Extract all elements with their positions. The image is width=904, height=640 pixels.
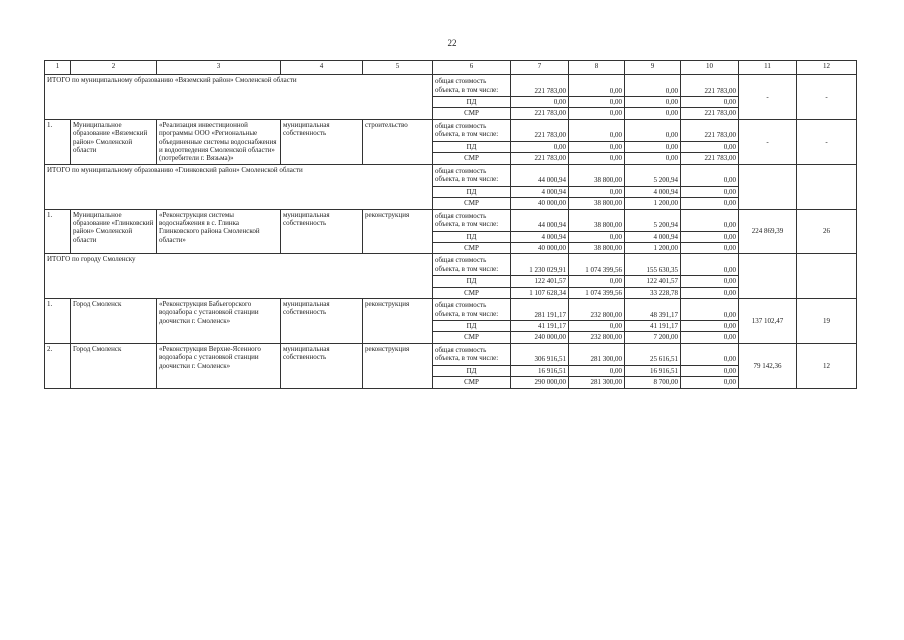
col12-cell: - — [797, 75, 857, 120]
amount-cell: 0,00 — [625, 75, 681, 97]
amount-cell: 4 000,94 — [625, 231, 681, 242]
cost-row-label: ПД — [433, 276, 511, 287]
amount-cell: 5 200,94 — [625, 164, 681, 186]
amount-cell: 38 800,00 — [569, 209, 625, 231]
amount-cell: 0,00 — [569, 141, 625, 152]
cost-row-label: ПД — [433, 321, 511, 332]
cost-row-label: ПД — [433, 97, 511, 108]
amount-cell: 16 916,51 — [511, 365, 569, 376]
cost-row-label: ПД — [433, 231, 511, 242]
amount-cell: 38 800,00 — [569, 164, 625, 186]
col11-cell — [739, 164, 797, 209]
amount-cell: 0,00 — [569, 75, 625, 97]
cost-row-label: ПД — [433, 365, 511, 376]
amount-cell: 1 200,00 — [625, 242, 681, 253]
amount-cell: 4 000,94 — [625, 186, 681, 197]
col12-cell — [797, 164, 857, 209]
col11-cell: - — [739, 75, 797, 120]
amount-cell: 0,00 — [569, 186, 625, 197]
ownership-form: муниципальная собственность — [281, 209, 363, 254]
amount-cell: 306 916,51 — [511, 343, 569, 365]
object-name: «Реконструкция Верхне-Ясенного водозабора с установкой станции доочистки г. Смоленск» — [157, 343, 281, 388]
group-total-title: ИТОГО по муниципальному образованию «Глинковский район» Смоленской области — [45, 164, 433, 209]
cost-row-label: общая стоимость объекта, в том числе: — [433, 254, 511, 276]
column-header-cell: 5 — [363, 61, 433, 75]
amount-cell: 221 783,00 — [511, 119, 569, 141]
amount-cell: 0,00 — [569, 321, 625, 332]
amount-cell: 44 000,94 — [511, 164, 569, 186]
work-type: реконструкция — [363, 343, 433, 388]
amount-cell: 155 630,35 — [625, 254, 681, 276]
amount-cell: 16 916,51 — [625, 365, 681, 376]
amount-cell: 0,00 — [681, 198, 739, 209]
amount-cell: 0,00 — [681, 254, 739, 276]
amount-cell: 0,00 — [681, 343, 739, 365]
group-total-title: ИТОГО по городу Смоленску — [45, 254, 433, 299]
group-total-row — [45, 164, 857, 186]
municipal-entity: Муниципальное образование «Глинковский район» Смоленской области — [71, 209, 157, 254]
object-row — [45, 299, 857, 321]
column-header-cell: 2 — [71, 61, 157, 75]
work-type: реконструкция — [363, 209, 433, 254]
amount-cell: 40 000,00 — [511, 242, 569, 253]
object-row — [45, 209, 857, 231]
group-total-row — [45, 75, 857, 97]
amount-cell: 41 191,17 — [511, 321, 569, 332]
amount-cell: 5 200,94 — [625, 209, 681, 231]
amount-cell: 48 391,17 — [625, 299, 681, 321]
amount-cell: 7 200,00 — [625, 332, 681, 343]
amount-cell: 0,00 — [681, 287, 739, 298]
amount-cell: 0,00 — [569, 276, 625, 287]
col11-cell: 79 142,36 — [739, 343, 797, 388]
amount-cell: 281 300,00 — [569, 343, 625, 365]
work-type: строительство — [363, 119, 433, 164]
amount-cell: 0,00 — [511, 141, 569, 152]
column-header-cell: 10 — [681, 61, 739, 75]
object-name: «Реализация инвестиционной программы ООО «Региональные объединенные системы водоснабжения и водоотведения Смоленской области» (потребители г. Вязьма)» — [157, 119, 281, 164]
amount-cell: 240 000,00 — [511, 332, 569, 343]
column-header-cell: 7 — [511, 61, 569, 75]
amount-cell: 0,00 — [681, 321, 739, 332]
amount-cell: 38 800,00 — [569, 198, 625, 209]
amount-cell: 232 800,00 — [569, 299, 625, 321]
amount-cell: 122 401,57 — [625, 276, 681, 287]
amount-cell: 0,00 — [625, 153, 681, 164]
amount-cell: 0,00 — [681, 242, 739, 253]
amount-cell: 0,00 — [625, 108, 681, 119]
amount-cell: 8 700,00 — [625, 377, 681, 388]
col11-cell: 224 869,39 — [739, 209, 797, 254]
amount-cell: 0,00 — [681, 365, 739, 376]
object-name: «Реконструкция Бабьегорского водозабора с установкой станции доочистки г. Смоленск» — [157, 299, 281, 344]
amount-cell: 221 783,00 — [681, 108, 739, 119]
amount-cell: 0,00 — [569, 97, 625, 108]
amount-cell: 281 191,17 — [511, 299, 569, 321]
amount-cell: 0,00 — [511, 97, 569, 108]
amount-cell: 44 000,94 — [511, 209, 569, 231]
amount-cell: 0,00 — [681, 276, 739, 287]
amount-cell: 38 800,00 — [569, 242, 625, 253]
column-header-cell: 8 — [569, 61, 625, 75]
amount-cell: 0,00 — [681, 231, 739, 242]
amount-cell: 232 800,00 — [569, 332, 625, 343]
municipal-entity: Город Смоленск — [71, 343, 157, 388]
column-header-cell: 11 — [739, 61, 797, 75]
col11-cell: 137 102,47 — [739, 299, 797, 344]
amount-cell: 0,00 — [681, 332, 739, 343]
amount-cell: 1 107 628,34 — [511, 287, 569, 298]
amount-cell: 1 230 029,91 — [511, 254, 569, 276]
cost-row-label: общая стоимость объекта, в том числе: — [433, 209, 511, 231]
amount-cell: 0,00 — [625, 119, 681, 141]
amount-cell: 4 000,94 — [511, 186, 569, 197]
ownership-form: муниципальная собственность — [281, 343, 363, 388]
amount-cell: 0,00 — [681, 377, 739, 388]
column-header-cell: 9 — [625, 61, 681, 75]
municipal-entity: Муниципальное образование «Вяземский район» Смоленской области — [71, 119, 157, 164]
cost-row-label: СМР — [433, 198, 511, 209]
cost-row-label: общая стоимость объекта, в том числе: — [433, 119, 511, 141]
amount-cell: 25 616,51 — [625, 343, 681, 365]
amount-cell: 0,00 — [625, 97, 681, 108]
amount-cell: 0,00 — [681, 141, 739, 152]
amount-cell: 122 401,57 — [511, 276, 569, 287]
amount-cell: 40 000,00 — [511, 198, 569, 209]
work-type: реконструкция — [363, 299, 433, 344]
object-row — [45, 343, 857, 365]
cost-row-label: СМР — [433, 287, 511, 298]
cost-row-label: общая стоимость объекта, в том числе: — [433, 343, 511, 365]
cost-row-label: общая стоимость объекта, в том числе: — [433, 75, 511, 97]
amount-cell: 281 300,00 — [569, 377, 625, 388]
cost-row-label: СМР — [433, 332, 511, 343]
amount-cell: 0,00 — [625, 141, 681, 152]
group-total-title: ИТОГО по муниципальному образованию «Вяземский район» Смоленской области — [45, 75, 433, 120]
column-number-header — [45, 61, 857, 75]
group-total-row — [45, 254, 857, 276]
object-row — [45, 119, 857, 141]
cost-row-label: СМР — [433, 242, 511, 253]
col12-cell: - — [797, 119, 857, 164]
amount-cell: 1 074 399,56 — [569, 254, 625, 276]
cost-row-label: ПД — [433, 141, 511, 152]
amount-cell: 0,00 — [569, 153, 625, 164]
col12-cell — [797, 254, 857, 299]
amount-cell: 0,00 — [681, 209, 739, 231]
amount-cell: 0,00 — [681, 299, 739, 321]
amount-cell: 221 783,00 — [681, 119, 739, 141]
column-header-cell: 12 — [797, 61, 857, 75]
column-header-cell: 3 — [157, 61, 281, 75]
cost-row-label: СМР — [433, 153, 511, 164]
col12-cell: 12 — [797, 343, 857, 388]
amount-cell: 290 000,00 — [511, 377, 569, 388]
column-header-cell: 1 — [45, 61, 71, 75]
amount-cell: 1 200,00 — [625, 198, 681, 209]
amount-cell: 0,00 — [681, 186, 739, 197]
ownership-form: муниципальная собственность — [281, 299, 363, 344]
amount-cell: 33 228,78 — [625, 287, 681, 298]
amount-cell: 221 783,00 — [681, 75, 739, 97]
amount-cell: 1 074 399,56 — [569, 287, 625, 298]
col11-cell: - — [739, 119, 797, 164]
amount-cell: 41 191,17 — [625, 321, 681, 332]
municipal-entity: Город Смоленск — [71, 299, 157, 344]
amount-cell: 221 783,00 — [511, 153, 569, 164]
amount-cell: 0,00 — [569, 108, 625, 119]
amount-cell: 221 783,00 — [511, 75, 569, 97]
cost-row-label: ПД — [433, 186, 511, 197]
item-number: 2. — [45, 343, 71, 388]
cost-row-label: СМР — [433, 108, 511, 119]
cost-row-label: общая стоимость объекта, в том числе: — [433, 164, 511, 186]
item-number: 1. — [45, 209, 71, 254]
object-financing-table — [44, 60, 857, 389]
amount-cell: 0,00 — [569, 231, 625, 242]
col12-cell: 19 — [797, 299, 857, 344]
amount-cell: 221 783,00 — [681, 153, 739, 164]
col11-cell — [739, 254, 797, 299]
cost-row-label: СМР — [433, 377, 511, 388]
amount-cell: 0,00 — [569, 365, 625, 376]
ownership-form: муниципальная собственность — [281, 119, 363, 164]
amount-cell: 0,00 — [681, 97, 739, 108]
amount-cell: 0,00 — [569, 119, 625, 141]
amount-cell: 0,00 — [681, 164, 739, 186]
column-header-cell: 6 — [433, 61, 511, 75]
item-number: 1. — [45, 299, 71, 344]
object-name: «Реконструкция системы водоснабжения в с. Глинка Глинковского района Смоленской области» — [157, 209, 281, 254]
col12-cell: 26 — [797, 209, 857, 254]
column-header-cell: 4 — [281, 61, 363, 75]
amount-cell: 221 783,00 — [511, 108, 569, 119]
amount-cell: 4 000,94 — [511, 231, 569, 242]
item-number: 1. — [45, 119, 71, 164]
cost-row-label: общая стоимость объекта, в том числе: — [433, 299, 511, 321]
page-number: 22 — [447, 38, 457, 48]
